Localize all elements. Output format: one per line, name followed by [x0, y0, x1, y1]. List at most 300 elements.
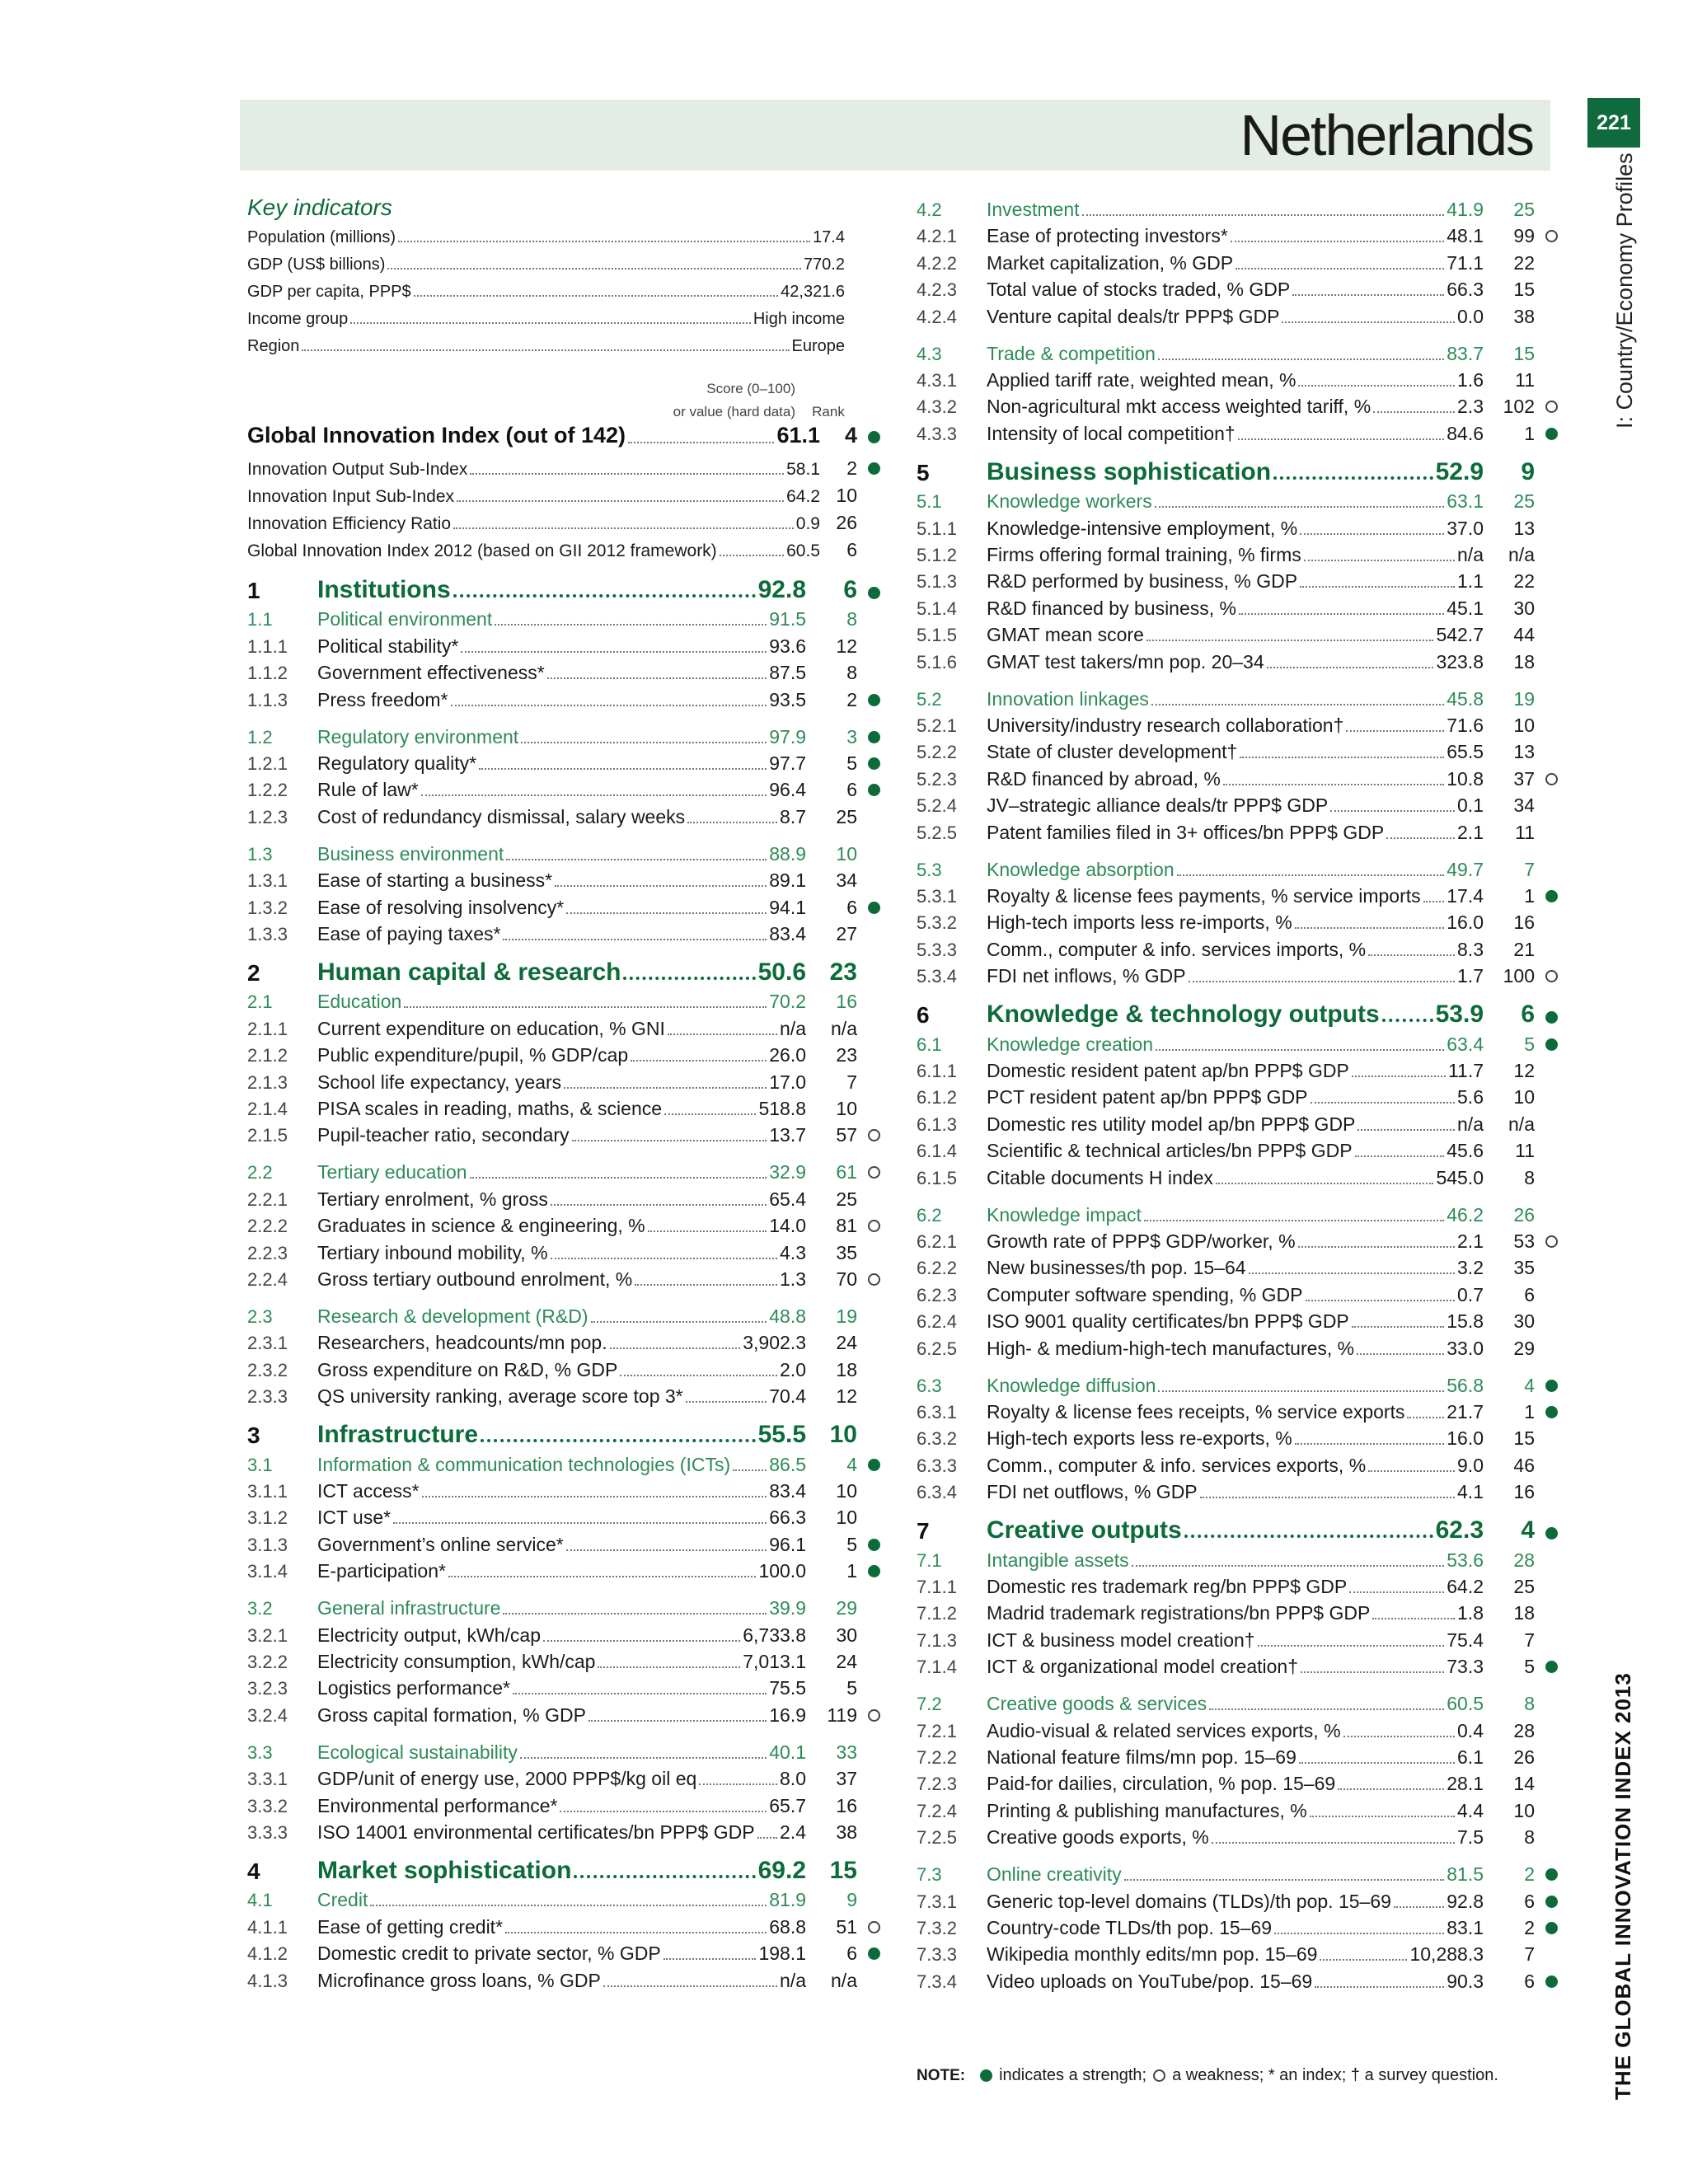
- indicator-row: [247, 1502, 890, 1529]
- dot-leader: [1292, 294, 1444, 296]
- dot-leader: [631, 1060, 767, 1062]
- row-value: 89.1: [769, 869, 806, 891]
- row-code: 6.3.2: [917, 1428, 957, 1449]
- row-label-group: [987, 199, 1484, 221]
- indicator-row: [917, 620, 1568, 646]
- row-rank: 37: [1513, 768, 1535, 790]
- gii-label: Global Innovation Index 2012 (based on GII 2012 framework): [247, 541, 717, 560]
- row-code: 7.2: [917, 1694, 942, 1714]
- rank-marker: [857, 1188, 890, 1211]
- dot-leader: [505, 1932, 767, 1933]
- row-label-group: [987, 1455, 1484, 1477]
- rank-marker: [1535, 569, 1568, 593]
- dot-leader: [451, 705, 767, 706]
- dot-leader: [574, 1875, 755, 1878]
- indicator-row: [917, 907, 1568, 934]
- rank-marker: [1535, 1203, 1568, 1226]
- row-rank: 44: [1513, 624, 1535, 645]
- rank-marker: [1535, 714, 1568, 737]
- indicator-row: [917, 1226, 1568, 1253]
- row-label: Tertiary inbound mobility, %: [317, 1242, 548, 1263]
- dot-leader: [520, 1757, 767, 1759]
- rank-marker: [1535, 740, 1568, 763]
- strength-dot-icon: [1545, 428, 1558, 440]
- row-rank: 27: [836, 923, 857, 944]
- dot-leader: [1311, 1102, 1455, 1104]
- row-label: Researchers, headcounts/mn pop.: [317, 1332, 607, 1353]
- dot-leader: [1184, 1535, 1433, 1538]
- strength-dot-icon: [868, 902, 880, 914]
- row-code: 1.3: [247, 844, 273, 865]
- rank-marker: [857, 1506, 890, 1529]
- row-value: 33.0: [1447, 1338, 1484, 1359]
- row-rank: 8: [846, 662, 857, 683]
- row-label: GMAT mean score: [987, 624, 1144, 645]
- dot-leader: [547, 677, 767, 679]
- row-label: ICT & business model creation†: [987, 1629, 1255, 1651]
- rank-marker: [1535, 305, 1568, 328]
- row-value: 2.0: [780, 1359, 806, 1380]
- rank-marker: [1535, 517, 1568, 540]
- row-label-group: [987, 768, 1484, 790]
- row-rank: 6: [1521, 1001, 1535, 1028]
- row-label-group: [987, 1549, 1484, 1572]
- indicator-row: [917, 961, 1568, 987]
- row-code: 6.1.3: [917, 1114, 957, 1135]
- rank-marker: [857, 725, 890, 748]
- row-label: Wikipedia monthly edits/mn pop. 15–69: [987, 1943, 1318, 1965]
- row-label: Tertiary education: [317, 1161, 467, 1183]
- indicator-row: [917, 1253, 1568, 1279]
- row-label-group: [987, 1230, 1484, 1253]
- row-label-group: [987, 1086, 1484, 1108]
- dot-leader: [1282, 321, 1455, 323]
- row-label: Ease of resolving insolvency*: [317, 897, 565, 918]
- row-code: 2.1.4: [247, 1099, 288, 1119]
- indicator-row: [917, 764, 1568, 790]
- row-value: 81.9: [769, 1889, 806, 1910]
- row-value: 11.7: [1447, 1060, 1484, 1081]
- row-label: Royalty & license fees payments, % service imports: [987, 885, 1421, 907]
- row-label: Intensity of local competition†: [987, 423, 1236, 444]
- rank-marker: [1535, 1772, 1568, 1795]
- rank-marker: [857, 1331, 890, 1354]
- row-rank: 6: [846, 1943, 857, 1964]
- row-label-group: [317, 1421, 806, 1449]
- row-rank: 24: [836, 1651, 857, 1672]
- row-code: 1.1.3: [247, 690, 288, 710]
- row-code: 1: [247, 578, 260, 603]
- row-value: 542.7: [1436, 624, 1484, 645]
- indicator-row: [247, 1381, 890, 1408]
- row-label-group: [317, 1305, 806, 1328]
- row-label-group: [317, 1018, 806, 1040]
- row-rank: 37: [836, 1768, 857, 1789]
- row-value: 2.1: [1457, 1230, 1484, 1252]
- row-code: 2.2.2: [247, 1216, 288, 1236]
- row-label-group: [317, 1597, 806, 1619]
- dot-leader: [1343, 1736, 1455, 1737]
- row-rank: 25: [1513, 490, 1535, 512]
- row-label-group: [317, 662, 806, 684]
- row-label-group: [317, 869, 806, 892]
- row-rank: 28: [1513, 1720, 1535, 1741]
- row-value: 86.5: [769, 1454, 806, 1475]
- row-label-group: [987, 1140, 1484, 1162]
- dot-leader: [302, 349, 789, 351]
- indicator-row: [917, 391, 1568, 418]
- strength-dot-icon: [868, 731, 880, 743]
- row-rank: 35: [836, 1242, 857, 1263]
- row-value: 26.0: [769, 1044, 806, 1066]
- indicator-row: [247, 802, 890, 828]
- row-value: 100.0: [758, 1560, 806, 1582]
- rank-marker: [857, 635, 890, 658]
- indicator-row: [917, 935, 1568, 961]
- row-code: 6.2.1: [917, 1231, 957, 1252]
- rank-marker: [857, 1426, 890, 1449]
- row-rank: n/a: [1508, 1113, 1535, 1135]
- row-label-group: [987, 1891, 1484, 1913]
- row-label-group: [987, 1033, 1484, 1056]
- rank-marker: [1535, 1970, 1568, 1993]
- indicator-row: [247, 1040, 890, 1066]
- dot-leader: [479, 768, 767, 770]
- rank-marker: [857, 1123, 890, 1146]
- row-rank: 11: [1515, 822, 1535, 843]
- row-value: 16.0: [1447, 1427, 1484, 1449]
- indicator-row: [917, 1056, 1568, 1082]
- dot-leader: [350, 322, 751, 324]
- rank-marker: [1535, 1692, 1568, 1715]
- row-value: 83.7: [1447, 343, 1484, 364]
- sub-pillar-row: [247, 1737, 890, 1764]
- rank-marker: [857, 896, 890, 919]
- row-code: 2.3: [247, 1306, 273, 1327]
- row-code: 7: [917, 1518, 930, 1544]
- row-label: ICT & organizational model creation†: [987, 1656, 1299, 1677]
- row-rank: 53: [1513, 1230, 1535, 1252]
- row-value: 70.2: [769, 991, 806, 1012]
- row-value: 66.3: [1447, 279, 1484, 300]
- row-label: Human capital & research: [317, 958, 621, 986]
- rank-marker: [1535, 1825, 1568, 1849]
- row-code: 3.2.2: [247, 1652, 288, 1672]
- row-rank: 10: [1513, 715, 1535, 736]
- dot-leader: [1231, 241, 1444, 242]
- dot-leader: [1258, 1645, 1445, 1647]
- row-value: 9.0: [1457, 1455, 1484, 1476]
- strength-dot-icon: [1545, 1011, 1558, 1024]
- row-value: 63.1: [1447, 490, 1484, 512]
- indicator-row: [917, 1163, 1568, 1189]
- rank-marker: [857, 1915, 890, 1938]
- dot-leader: [1386, 837, 1455, 839]
- row-value: 41.9: [1447, 199, 1484, 220]
- row-value: 2.3: [1457, 396, 1484, 417]
- row-code: 6.1.4: [917, 1141, 957, 1161]
- row-label: GMAT test takers/mn pop. 20–34: [987, 651, 1264, 673]
- row-code: 3.2.4: [247, 1705, 288, 1726]
- row-value: 92.8: [757, 576, 806, 603]
- row-value: 63.4: [1447, 1033, 1484, 1055]
- key-indicator-value: 17.4: [813, 228, 845, 246]
- gii-value: 64.2: [786, 487, 820, 506]
- row-code: 5.2.1: [917, 715, 957, 736]
- row-value: 73.3: [1447, 1656, 1484, 1677]
- row-rank: 26: [1513, 1204, 1535, 1226]
- row-value: 0.1: [1457, 794, 1484, 816]
- row-code: 4.3.2: [917, 396, 957, 417]
- strength-dot-icon: [1545, 1406, 1558, 1418]
- weakness-circle-icon: [1545, 773, 1558, 785]
- row-rank: 10: [836, 1098, 857, 1119]
- indicator-row: [247, 893, 890, 919]
- row-label: Domestic res utility model ap/bn PPP$ GDP: [987, 1113, 1356, 1135]
- row-value: 1.3: [780, 1268, 806, 1290]
- row-rank: 19: [836, 1305, 857, 1327]
- row-label-group: [317, 1161, 806, 1183]
- row-code: 2.3.2: [247, 1360, 288, 1380]
- rank-marker: [1535, 368, 1568, 391]
- dot-leader: [588, 1720, 767, 1722]
- indicator-row: [247, 1094, 890, 1120]
- row-code: 4.1.2: [247, 1943, 288, 1964]
- row-label-group: [987, 912, 1484, 934]
- dot-leader: [1301, 1671, 1444, 1673]
- row-rank: 12: [836, 1385, 857, 1407]
- row-label-group: [317, 1242, 806, 1264]
- row-label: R&D financed by business, %: [987, 598, 1236, 619]
- row-value: 50.6: [757, 958, 806, 986]
- row-code: 6: [917, 1002, 930, 1028]
- row-value: 88.9: [769, 843, 806, 865]
- key-indicators-title: Key indicators: [247, 194, 392, 220]
- strength-dot-icon: [868, 462, 880, 475]
- row-label: Printing & publishing manufactures, %: [987, 1800, 1307, 1821]
- rank-marker: [1535, 911, 1568, 934]
- dot-leader: [1295, 927, 1445, 929]
- row-label-group: [317, 923, 806, 945]
- indicator-row: [247, 1647, 890, 1673]
- row-value: 323.8: [1436, 651, 1484, 673]
- row-label-group: [317, 779, 806, 801]
- gii-label: Innovation Input Sub-Index: [247, 487, 455, 506]
- rank-marker: [857, 538, 890, 561]
- strength-dot-icon: [868, 1459, 880, 1471]
- rank-marker: [857, 1596, 890, 1619]
- row-label: Ease of paying taxes*: [317, 923, 501, 944]
- row-value: 90.3: [1447, 1971, 1484, 1992]
- row-rank: 10: [836, 1507, 857, 1528]
- row-label: Political stability*: [317, 635, 459, 657]
- row-value: n/a: [780, 1018, 806, 1039]
- row-rank: 34: [1513, 794, 1535, 816]
- row-code: 5.3.1: [917, 886, 957, 907]
- row-label: Knowledge-intensive employment, %: [987, 518, 1298, 539]
- row-rank: 9: [1521, 458, 1535, 485]
- row-code: 4.2.2: [917, 253, 957, 274]
- row-value: 13.7: [769, 1124, 806, 1146]
- gii-row: [247, 477, 890, 507]
- row-value: 53.9: [1435, 1001, 1484, 1028]
- indicator-row: [247, 775, 890, 801]
- row-code: 6.1.5: [917, 1168, 957, 1188]
- strength-dot-icon: [1545, 1661, 1558, 1673]
- row-rank: 12: [836, 635, 857, 657]
- dot-leader: [1338, 1788, 1444, 1790]
- row-rank: 57: [836, 1124, 857, 1146]
- rank-marker: [857, 661, 890, 684]
- row-value: 69.2: [757, 1857, 806, 1884]
- row-label-group: [317, 1124, 806, 1146]
- row-rank: 7: [1524, 1943, 1535, 1965]
- indicator-row: [917, 1769, 1568, 1795]
- sub-pillar-row: [247, 722, 890, 748]
- row-rank: 25: [836, 806, 857, 827]
- row-code: 4.3: [917, 344, 942, 364]
- row-rank: 6: [843, 576, 857, 603]
- sub-pillar-row: [247, 1885, 890, 1911]
- row-label: Innovation linkages: [987, 688, 1149, 710]
- row-code: 5.2.2: [917, 742, 957, 762]
- weakness-circle-icon: [1153, 2069, 1165, 2082]
- indicator-row: [917, 221, 1568, 247]
- dot-leader: [1368, 1470, 1455, 1472]
- indicator-row: [917, 710, 1568, 737]
- dot-leader: [1298, 385, 1455, 387]
- indicator-row: [917, 1939, 1568, 1966]
- strength-dot-icon: [868, 1539, 880, 1551]
- indicator-row: [917, 790, 1568, 817]
- rank-marker: [1535, 597, 1568, 620]
- row-value: 10.8: [1447, 768, 1484, 790]
- indicator-row: [247, 1476, 890, 1502]
- row-label: Current expenditure on education, % GNI: [317, 1018, 665, 1039]
- row-label: Venture capital deals/tr PPP$ GDP: [987, 306, 1280, 327]
- row-code: 6.3.1: [917, 1402, 957, 1422]
- row-value: 97.9: [769, 726, 806, 748]
- gii-label: Innovation Efficiency Ratio: [247, 514, 452, 533]
- row-code: 2.2.3: [247, 1243, 288, 1263]
- row-label: Generic top-level domains (TLDs)/th pop. 15–69: [987, 1891, 1391, 1912]
- gii-label-group: [247, 423, 820, 448]
- row-value: 17.4: [1447, 885, 1484, 907]
- rank-marker: [857, 963, 890, 987]
- row-label: FDI net outflows, % GDP: [987, 1481, 1198, 1502]
- rank-marker: [857, 869, 890, 892]
- indicator-row: [247, 1211, 890, 1237]
- rank-marker: [857, 1624, 890, 1647]
- row-value: 55.5: [757, 1421, 806, 1448]
- indicator-row: [247, 1817, 890, 1844]
- dot-leader: [1300, 586, 1455, 588]
- row-value: 93.5: [769, 689, 806, 710]
- dot-leader: [699, 1783, 777, 1785]
- rank-marker: [1535, 1454, 1568, 1477]
- row-label: Press freedom*: [317, 689, 448, 710]
- indicator-row: [917, 513, 1568, 540]
- row-value: 0.7: [1457, 1284, 1484, 1305]
- row-label-group: [317, 843, 806, 865]
- row-value: 21.7: [1447, 1401, 1484, 1422]
- strength-dot-icon: [1545, 1038, 1558, 1051]
- row-value: 7.5: [1457, 1826, 1484, 1848]
- dot-leader: [1216, 1183, 1434, 1184]
- row-label: Scientific & technical articles/bn PPP$ GDP: [987, 1140, 1353, 1161]
- row-rank: 8: [1524, 1826, 1535, 1848]
- indicator-row: [247, 1328, 890, 1354]
- row-value: 46.2: [1447, 1204, 1484, 1226]
- rank-marker: [857, 1888, 890, 1911]
- dot-leader: [1146, 640, 1434, 641]
- row-label: PCT resident patent ap/bn PPP$ GDP: [987, 1086, 1308, 1108]
- row-code: 5.1.3: [917, 571, 957, 592]
- row-rank: 4: [846, 1454, 857, 1475]
- row-code: 7.3.2: [917, 1918, 957, 1938]
- strength-dot-icon: [868, 694, 880, 706]
- row-label-group: [317, 1624, 806, 1647]
- sub-pillar-row: [917, 1200, 1568, 1226]
- row-label-group: [317, 1268, 806, 1291]
- row-value: 70.4: [769, 1385, 806, 1407]
- dot-leader: [1407, 1417, 1444, 1418]
- row-label-group: [987, 1863, 1484, 1886]
- row-code: 2.1.2: [247, 1045, 288, 1066]
- rank-marker: [857, 457, 890, 480]
- rank-marker: [1535, 1113, 1568, 1136]
- row-value: n/a: [780, 1970, 806, 1991]
- row-label: ICT use*: [317, 1507, 392, 1528]
- dot-leader: [1394, 1906, 1444, 1908]
- row-label-group: [317, 1677, 806, 1699]
- indicator-row: [917, 1742, 1568, 1769]
- rank-marker: [1535, 342, 1568, 365]
- row-value: 0.4: [1457, 1720, 1484, 1741]
- row-rank: 11: [1515, 1140, 1535, 1161]
- row-rank: 8: [846, 608, 857, 630]
- indicator-row: [917, 365, 1568, 391]
- row-rank: 1: [1524, 423, 1535, 444]
- sub-pillar-row: [247, 839, 890, 865]
- row-label-group: [987, 570, 1484, 593]
- dot-leader: [1267, 667, 1434, 668]
- rank-marker: [857, 1741, 890, 1764]
- gii-rank: 10: [836, 485, 857, 506]
- row-rank: 23: [829, 958, 857, 986]
- dot-leader: [1082, 214, 1445, 216]
- rank-marker: [1535, 821, 1568, 844]
- sub-pillar-row: [247, 1450, 890, 1476]
- dot-leader: [1273, 476, 1433, 480]
- row-label: Gross expenditure on R&D, % GDP: [317, 1359, 618, 1380]
- row-code: 3.1.1: [247, 1481, 288, 1502]
- rank-marker: [857, 1241, 890, 1264]
- indicator-row: [247, 1700, 890, 1727]
- indicator-row: [247, 1556, 890, 1582]
- row-code: 4.1.3: [247, 1971, 288, 1991]
- dot-leader: [1223, 784, 1444, 785]
- row-value: 518.8: [758, 1098, 806, 1119]
- dot-leader: [461, 651, 767, 653]
- row-code: 7.1.2: [917, 1603, 957, 1624]
- row-label-group: [987, 1943, 1484, 1966]
- dot-leader: [555, 885, 767, 887]
- sub-pillar-row: [917, 339, 1568, 365]
- rank-marker: [857, 1704, 890, 1727]
- dot-leader: [470, 1177, 767, 1179]
- row-label: Investment: [987, 199, 1080, 220]
